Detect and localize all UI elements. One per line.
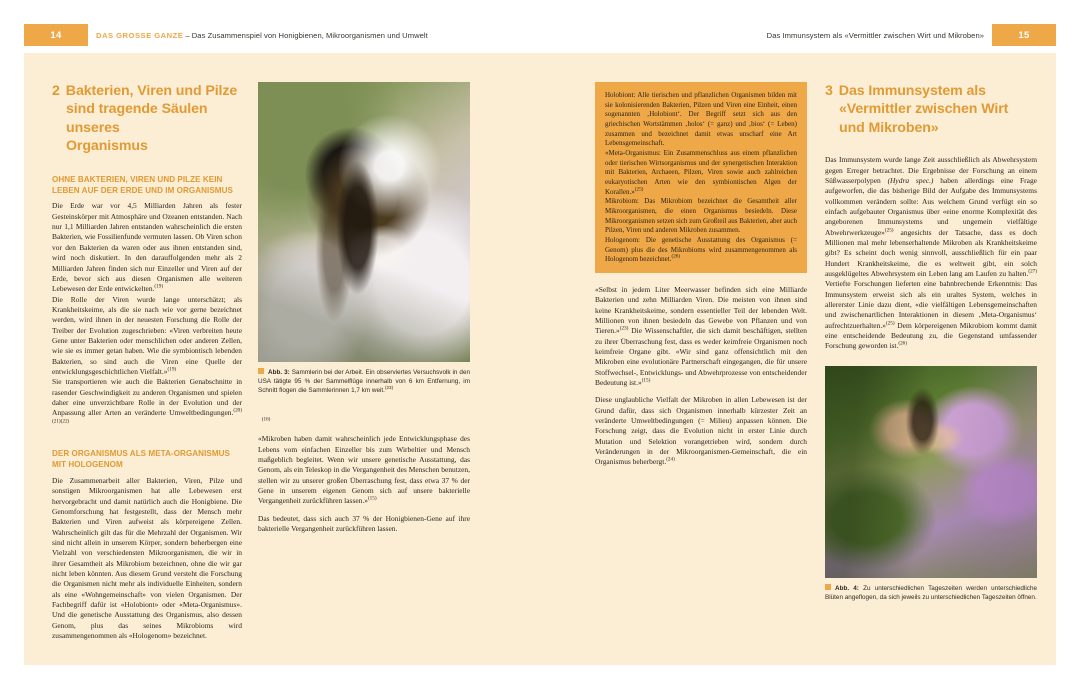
- running-head-emphasis: DAS GROSSE GANZE: [96, 30, 184, 40]
- species-name-italic: (Hydra spec.): [887, 175, 934, 185]
- infobox-paragraph-4-text: Hologenom: Die genetische Ausstattung des Organismus (= Genom) plus die des Mikrobioms wird zusammengenommen als Hologenom bezeichnet.: [605, 235, 797, 264]
- subheading-1: [52, 174, 242, 197]
- caption-marker-icon: [258, 368, 264, 374]
- figure-4-caption-text: Zu unterschiedlichen Tageszeiten werden unterschiedliche Blüten angeflogen, da sich jeweils zu unterschiedlichen Tageszeiten öffnen.: [825, 584, 1038, 601]
- left-col2-body: [258, 417, 470, 534]
- quote-1-text: «Mikroben haben damit wahrscheinlich jede Entwicklungsphase des Lebens vom einfachen Einzeller bis zum Wirbeltier und Mensch maßgeblich begleitet. Wenn wir unsere genetische Ausstattung, das Genom, als ein Teleskop in die Vergangenheit des Menschen benutzen, stellen wir zu unserer großen Überraschung fest, dass etwa 37 % der Gene in unserem eigenen Genom sich auf unsere bakterielle Vergangenheit zurückführen lassen.»: [258, 434, 470, 506]
- infobox-paragraph-3: Mikrobiom: Das Mikrobiom bezeichnet die Gesamtheit aller Mikroorganismen, die einen Organismus besiedeln. Diese Mikroorganismen setzen sich zum Großteil aus Bakterien, aber auch Pilzen, Viren und anderen Mikroben zusammen.: [605, 197, 797, 235]
- figure-4: [825, 366, 1037, 578]
- folio-left: 14: [24, 24, 88, 46]
- chapter-3-number: 3: [825, 83, 833, 99]
- caption-marker-icon-2: [825, 584, 831, 590]
- paragraph-1: [52, 201, 242, 294]
- paragraph-2-text: Die Rolle der Viren wurde lange unterschätzt; als Krankheitskeime, als die sie nach wie vor gerne bezeichnet werden, wird ihnen in der neuesten Forschung die Rolle der Treiber der Evolution zugeschrieben: «Viren verbreiten heute Gene unter Bakterien oder menschlichen oder anderen Zellen, wie sie es immer getan haben. Wie die symbiontisch lebenden Bakterien, so sind auch die Viren eine Quelle der entwicklungsgeschichtlichen Vielfalt.»: [52, 294, 242, 376]
- paragraph-2: [52, 295, 242, 378]
- right-paragraph-1: [595, 285, 807, 388]
- quote-1-footnote: (15): [367, 495, 377, 502]
- quote-1: [258, 434, 470, 506]
- right-page-column-1: [595, 82, 807, 475]
- subheading-1-line1: OHNE BAKTERIEN, VIREN UND PILZE KEIN: [52, 174, 223, 184]
- infobox-paragraph-2: [605, 149, 797, 197]
- left-col1-body: [52, 201, 242, 429]
- infobox-paragraph-2-text: «Meta-Organismus: Ein Zusammenschluss aus einem pflanzlichen oder tierischen Wirtsorganismus und der synergetischen Interaktion mit Bakterien, Archaeen, Pilzen, Viren sowie auch zahlreichen eukaryotischen Arten wie den symbiontischen Algen der Korallen.»: [605, 148, 797, 196]
- right-paragraph-3-footnote-1: (25): [884, 227, 894, 234]
- infobox-paragraph-2-footnote: (25): [634, 186, 644, 193]
- paragraph-3: [52, 377, 242, 429]
- right-paragraph-2-text: Diese unglaubliche Vielfalt der Mikroben in allen Lebewesen ist der Grund dafür, dass sich Organismen innerhalb kürzester Zeit an veränderte Umweltbedingungen (= Milieu) anpassen können. Die Forschung zeigt, dass die Evolution nicht in erster Linie durch Mutation und Selektion vorangetrieben wird, sondern durch Veränderungen in der Mikroorganismen-Gemeinschaft, die ein Organismus beherbergt.: [595, 395, 807, 467]
- right-paragraph-1-footnote: (23): [619, 325, 629, 332]
- figure-3-caption-text: Sammlerin bei der Arbeit. Ein observiertes Versuchsvolk in den USA tätigte 95 % der Sammelflüge innerhalb von 6 km Entfernung, im Schnitt flogen die Sammlerinnen 1,7 km weit.: [258, 369, 471, 394]
- right-paragraph-3-c: angesichts der Tatsache, dass es doch Millionen mal mehr lebenserhaltende Mikroben als Krankheitskeime gibt? Es scheint doch wenig sinnvoll, ausschließlich für ein paar Hundert Krankheitskeime, die es weltweit gibt, ein solch ausgeklügeltes Abwehrsystem ein Leben lang am Laufen zu halten.: [825, 227, 1037, 278]
- right-paragraph-3: [825, 155, 1037, 352]
- paragraph-4: Die Zusammenarbeit aller Bakterien, Viren, Pilze und sonstigen Mikroorganismen hat alle Lebewesen erst hervorgebracht und damit natürlich auch die Honigbiene. Die Genomforschung hat festgestellt, dass der Mensch mehr Bakterien und Viren aufweist als körpereigene Zellen. Wahrscheinlich gilt das für die Mehrzahl der Organismen. Wir sind nicht allein in unserem Körper, sondern beherbergen eine Vielzahl von verschiedensten Mikroorganismen, die wir in ihrer Gesamtheit als Mikrobiom bezeichnen, ohne die wir gar nicht leben könnten. Aus diesem Grund versteht die Forschung die Organismen nicht mehr als individuelle Einheiten, sondern als eine «Wohngemeinschaft» von vielen Organismen. Der Fachbegriff dafür ist «Holobiont» oder «Meta-Organismus». Und die genetische Ausstattung des Organismus, also dessen Genom, plus das seines Mikrobioms wird zusammengenommen als «Hologenom» bezeichnet.: [52, 475, 242, 640]
- right-col1-body: [595, 285, 807, 468]
- chapter-2-line3: Organismus: [66, 138, 148, 155]
- running-head-rest: – Das Zusammenspiel von Honigbienen, Mikroorganismen und Umwelt: [185, 30, 428, 40]
- figure-4-image: [825, 366, 1037, 578]
- running-head-text-right: Das Immunsystem als «Vermittler zwischen Wirt und Mikroben»: [766, 30, 984, 40]
- right-paragraph-1-footnote-2: (15): [641, 377, 651, 384]
- figure-3-label: Abb. 3:: [268, 369, 290, 376]
- paragraph-4-cont: [258, 417, 470, 427]
- paragraph-3-footnote: (20)(21)(22): [52, 407, 242, 425]
- chapter-3-line2: «Vermittler zwischen Wirt: [839, 101, 1009, 118]
- infobox-paragraph-4-footnote: (26): [671, 253, 681, 260]
- subheading-2-line2: MIT HOLOGENOM: [52, 460, 123, 470]
- left-running-head: [0, 24, 540, 46]
- chapter-2-line2: sind tragende Säulen unseres: [66, 101, 208, 136]
- paragraph-2-footnote: (19): [167, 366, 177, 373]
- right-paragraph-1-cont: Die Wissenschaftler, die sich damit beschäftigen, stellten zu ihrer Überraschung fest, dass es weder keimfreie Organismen noch keimfreie Organe gibt. «Wir sind ganz offensichtlich mit den Mikroben eine evolutionäre Partnerschaft eingegangen, die für unsere Stoffwechsel-, Entwicklungs- und Abwehrprozesse von entscheidender Bedeutung ist.»: [595, 326, 807, 387]
- figure-3-image: [258, 82, 470, 362]
- figure-3: [258, 82, 470, 362]
- left-col1-body-2: [52, 476, 242, 642]
- right-paragraph-3-footnote-2: (27): [1028, 268, 1037, 275]
- right-paragraph-2: [595, 395, 807, 467]
- right-paragraph-3-a: Das Immunsystem wurde lange Zeit ausschließlich als Abwehrsystem gegen Erreger betrachtet. Die Ergebnisse der Forschung an einem Süßwasserpolypen: [825, 155, 1037, 185]
- chapter-3-line3: und Mikroben»: [839, 119, 939, 136]
- chapter-2-number: 2: [52, 83, 60, 99]
- right-paragraph-1-quote: «Selbst in jedem Liter Meerwasser befinden sich eine Milliarde Bakterien und zehn Milliarden Viren. Die meisten von ihnen sind keine Krankheitskeime, sondern essentieller Teil der lebenden Welt. Millionen von ihnen besiedeln das Gewebe von Pflanzen und von Tieren.»: [595, 284, 807, 336]
- paragraph-3-text: Sie transportieren wie auch die Bakterien Genabschnitte in rasender Geschwindigkeit zu anderen Organismen und spielen daher eine unverzichtbare Rolle in der Evolution und der Anpassung aller Arten an veränderte Umweltbedingungen.: [52, 377, 242, 418]
- left-page-column-1: [52, 82, 242, 641]
- paragraph-1-footnote: (19): [154, 283, 164, 290]
- figure-4-label: Abb. 4:: [835, 584, 859, 592]
- infobox-paragraph-4: [605, 236, 797, 265]
- right-running-head: [540, 24, 1080, 46]
- right-page-column-2: [825, 82, 1037, 602]
- right-paragraph-3-footnote-4: (26): [898, 340, 907, 347]
- chapter-3-line1: Das Immunsystem als: [838, 83, 986, 99]
- chapter-2-heading: [52, 82, 242, 156]
- right-paragraph-3-d: Vertiefte Forschungen lieferten eine bahnbrechende Erkenntnis: Das Immunsystem erweist sich als ein uraltes System, welches in allererster Linie dazu dient, «die vielfältigen Lebensgemeinschaften und zwischenartlichen Interaktionen in diesem ‚Meta-Organismus‘ aufrechtzuerhalten.»: [825, 279, 1037, 330]
- chapter-3-heading: [825, 82, 1037, 137]
- right-paragraph-2-footnote: (24): [666, 456, 675, 463]
- figure-4-caption: [825, 584, 1037, 602]
- paragraph-5: Das bedeutet, dass sich auch 37 % der Honigbienen-Gene auf ihre bakterielle Vergangenheit zurückführen lassen.: [258, 513, 470, 534]
- right-paragraph-3-footnote-3: (25): [885, 320, 895, 327]
- infobox-paragraph-1: Holobiont: Alle tierischen und pflanzlichen Organismen bilden mit sie kolonisierenden Bakterien, Pilzen und Viren eine Einheit, einen sogenannten ‚Holobiont‘. Der Begriff setzt sich aus den griechischen Wortstämmen ‚holos‘ (= ganz) und ‚bios‘ (= Leben) zusammen und bezeichnet damit etwas unscharf eine Art Lebensgemeinschaft.: [605, 91, 797, 148]
- left-page-column-2: [258, 82, 470, 541]
- right-paragraph-3-e: Dem körpereigenen Mikrobiom kommt damit eine entscheidende Bedeutung zu, die Gegenstand umfassender Forschung geworden ist.: [825, 320, 1037, 351]
- paragraph-4-footnote: (16): [261, 416, 271, 423]
- subheading-2: [52, 448, 242, 471]
- subheading-1-line2: LEBEN AUF DER ERDE UND IM ORGANISMUS: [52, 186, 233, 196]
- figure-3-footnote: (23): [384, 384, 394, 390]
- subheading-2-line1: DER ORGANISMUS ALS META-ORGANISMUS: [52, 449, 230, 458]
- chapter-2-line1: Bakterien, Viren und Pilze: [65, 83, 238, 99]
- right-paragraph-3-b: haben allerdings eine Frage aufgeworfen, die das bisherige Bild der Aufgabe des Immunsystems vollkommen verändern sollte: Aus welchem Grund verfügt ein so einfach aufgebauter Organismus über «eine enorme Komplexität des angeborenen Immunsystems und ungemein vielfältige Abwehrwerkzeuge»: [825, 175, 1037, 237]
- figure-3-caption: [258, 368, 470, 395]
- folio-right: 15: [992, 24, 1056, 46]
- glossary-infobox: [595, 82, 807, 273]
- running-head-text-left: [96, 24, 428, 46]
- paragraph-1-text: Die Erde war vor 4,5 Milliarden Jahren als fester Gesteinskörper mit Atmosphäre und Ozeanen entstanden. Nach nur 1,1 Milliarden Jahren entstanden wahrscheinlich die ersten Bakterien, wie Fossilienfunde vermuten lassen. Ob Viren schon vor den Bakterien da waren oder aus ihnen entstanden sind, wird noch diskutiert. In den darauffolgenden mehr als 2 Milliarden Jahren finden sich nur Einzeller und Viren auf der Erde, bevor sich aus diesen Organismen alle weiteren Lebewesen der Erde entwickelten.: [52, 201, 242, 294]
- right-page: [540, 0, 1080, 689]
- right-col2-body: [825, 155, 1037, 352]
